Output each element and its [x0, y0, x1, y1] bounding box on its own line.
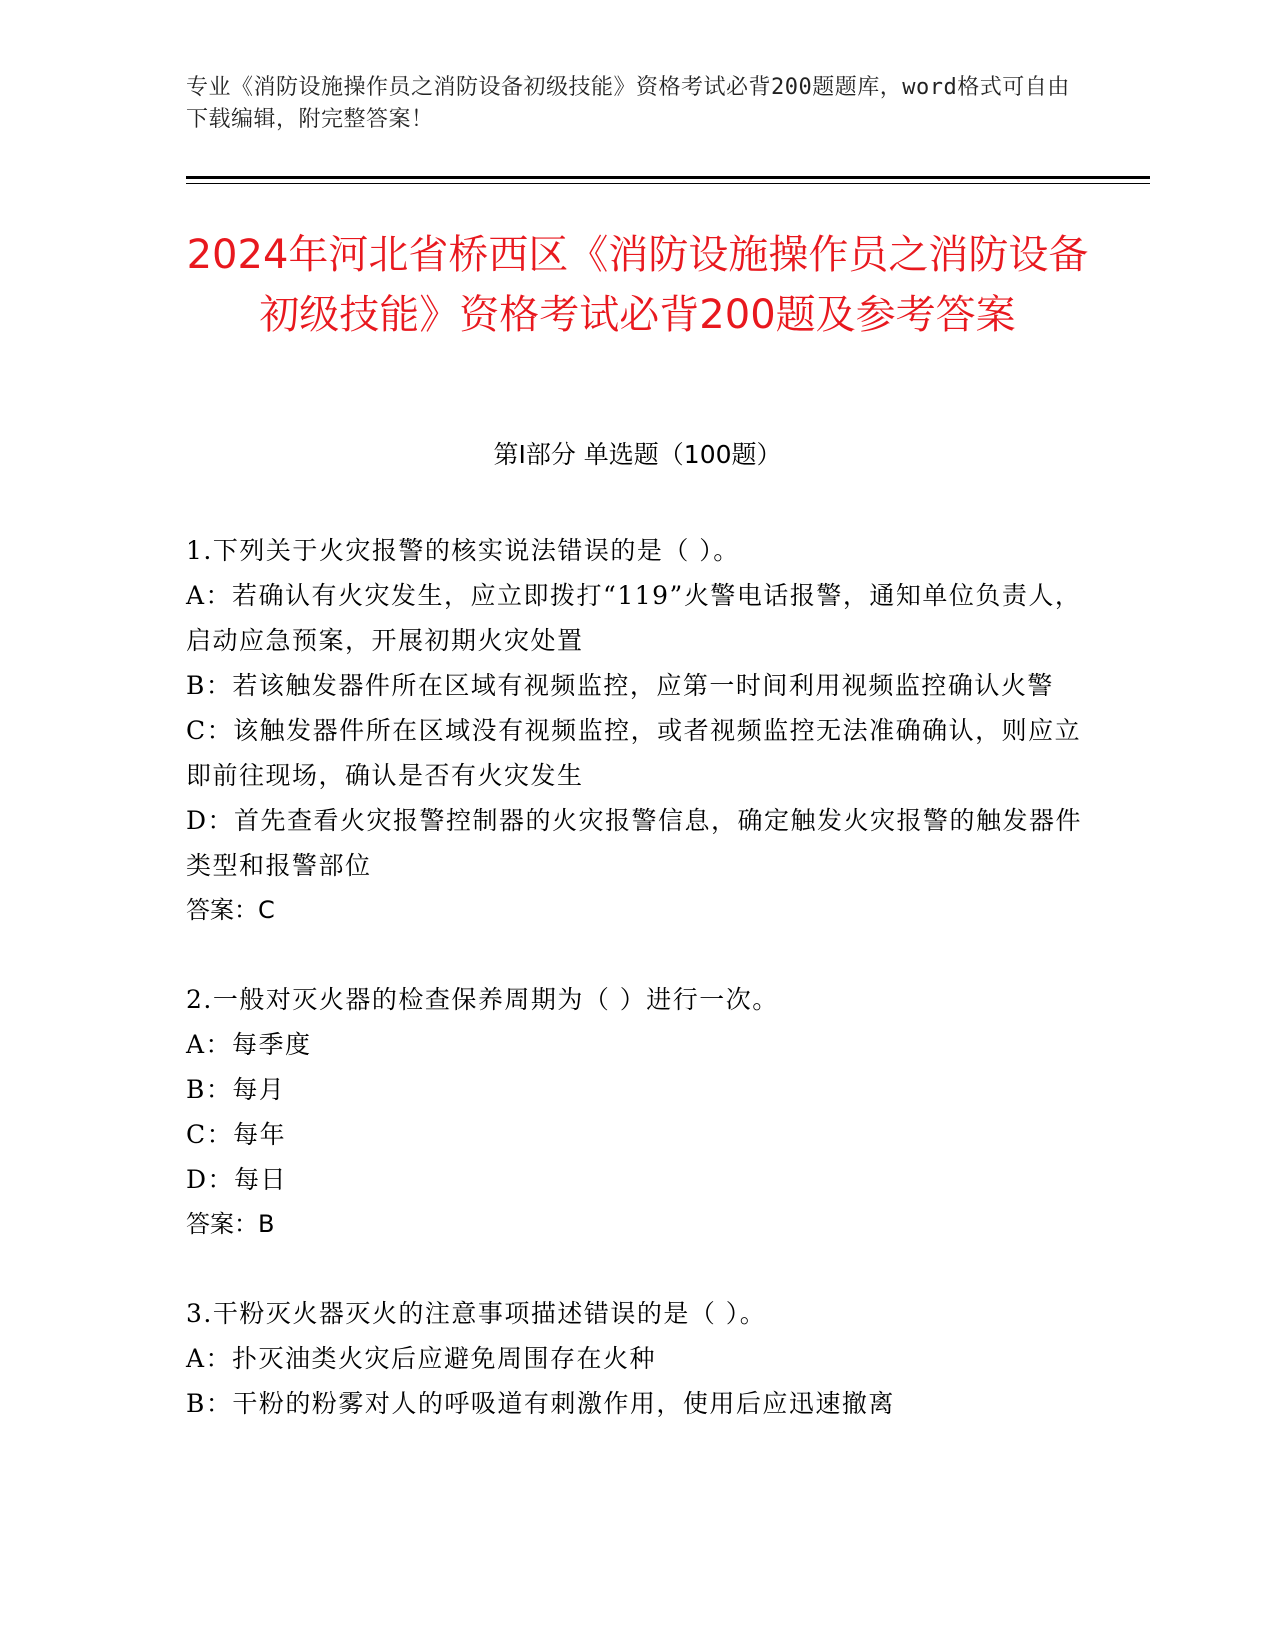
option-a: A：每季度 [186, 1030, 312, 1059]
option-d: D：每日 [186, 1165, 288, 1194]
header-divider-thick [186, 176, 1150, 179]
option-c: C：每年 [186, 1120, 287, 1149]
option-c: C：该触发器件所在区域没有视频监控，或者视频监控无法准确确认，则应立即前往现场，确认是否有火灾发生 [186, 716, 1082, 790]
option-b: B：干粉的粉雾对人的呼吸道有刺激作用，使用后应迅速撤离 [186, 1389, 895, 1418]
question-stem: 2.一般对灭火器的检查保养周期为（ ）进行一次。 [186, 985, 779, 1014]
answer-label: 答案：C [186, 896, 275, 924]
option-b: B：若该触发器件所在区域有视频监控，应第一时间利用视频监控确认火警 [186, 671, 1054, 700]
question-1 [186, 528, 1086, 933]
section-title: 第I部分 单选题（100题） [493, 440, 782, 469]
option-a: A：扑灭油类火灾后应避免周围存在火种 [186, 1344, 657, 1373]
document-title: 2024年河北省桥西区《消防设施操作员之消防设备初级技能》资格考试必背200题及参考答案 [186, 232, 1089, 338]
option-d: D：首先查看火灾报警控制器的火灾报警信息，确定触发火灾报警的触发器件类型和报警部位 [186, 806, 1083, 880]
question-list [186, 528, 1086, 1470]
answer-label: 答案：B [186, 1210, 275, 1238]
option-a: A：若确认有火灾发生，应立即拨打“119”火警电话报警，通知单位负责人，启动应急预案，开展初期火灾处置 [186, 581, 1082, 655]
question-2 [186, 977, 1086, 1247]
header-divider-thin [186, 183, 1150, 184]
question-stem: 3.干粉灭火器灭火的注意事项描述错误的是（ ）。 [186, 1299, 767, 1328]
question-3 [186, 1291, 1086, 1426]
option-b: B：每月 [186, 1075, 286, 1104]
header-note: 专业《消防设施操作员之消防设备初级技能》资格考试必背200题题库，word格式可自由下载编辑，附完整答案！ [186, 75, 1070, 132]
question-stem: 1.下列关于火灾报警的核实说法错误的是（ ）。 [186, 536, 740, 565]
